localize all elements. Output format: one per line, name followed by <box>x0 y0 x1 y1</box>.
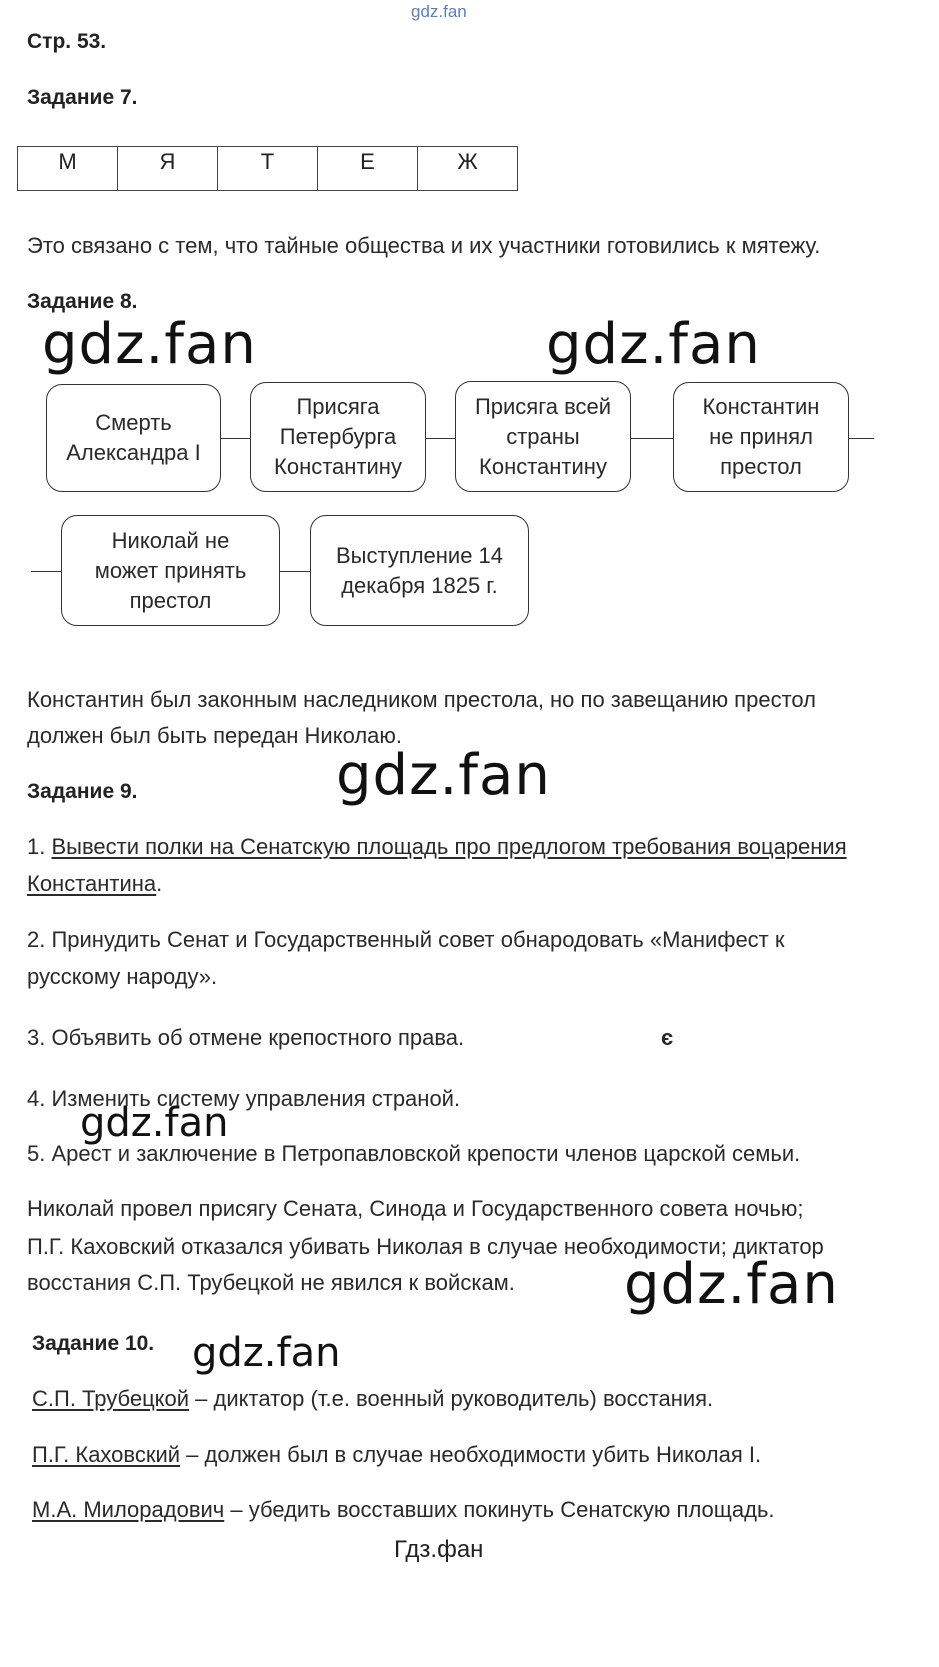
task8-heading: Задание 8. <box>27 290 138 313</box>
task9-item2-line2: русскому народу». <box>27 964 218 989</box>
task8-text-line2: должен был быть передан Николаю. <box>27 723 403 748</box>
stray-mark: є <box>661 1025 674 1050</box>
flow-connector <box>220 438 252 439</box>
task9-item1-line2 <box>27 871 162 897</box>
person-name: М.А. Милорадович <box>32 1497 225 1522</box>
task10-row <box>32 1386 713 1412</box>
flow-box: Николай не может принять престол <box>61 515 280 626</box>
flow-box: Выступление 14 декабря 1825 г. <box>310 515 529 626</box>
task9-item1-line1 <box>27 834 847 860</box>
letter-cell: Ж <box>418 147 518 191</box>
watermark-top: gdz.fan <box>411 2 467 21</box>
letter-cell: Т <box>218 147 318 191</box>
person-role: – должен был в случае необходимости убить Николая I. <box>180 1442 762 1467</box>
watermark: gdz.fan <box>336 743 551 808</box>
task8-text-line1: Константин был законным наследником престола, но по завещанию престол <box>27 687 816 712</box>
task9-item5: 5. Арест и заключение в Петропавловской крепости членов царской семьи. <box>27 1141 801 1166</box>
task10-row <box>32 1442 761 1468</box>
flow-box: Смерть Александра I <box>46 384 221 492</box>
item-underlined-text: Вывести полки на Сенатскую площадь про предлогом требования воцарения <box>51 834 847 859</box>
letter-cell: М <box>18 147 118 191</box>
item-end: . <box>156 871 163 896</box>
watermark: gdz.fan <box>192 1330 341 1376</box>
flow-connector <box>31 571 62 572</box>
flow-connector <box>848 438 874 439</box>
task10-row <box>32 1497 775 1523</box>
letter-cell: Я <box>118 147 218 191</box>
task9-item3: 3. Объявить об отмене крепостного права. <box>27 1025 465 1050</box>
footer-watermark: Гдз.фан <box>394 1536 484 1563</box>
task9-text-line3: восстания С.П. Трубецкой не явился к войскам. <box>27 1270 515 1295</box>
flow-box: Константин не принял престол <box>673 382 849 492</box>
flow-connector <box>425 438 457 439</box>
person-role: – убедить восставших покинуть Сенатскую площадь. <box>224 1497 775 1522</box>
task9-item2-line1: 2. Принудить Сенат и Государственный совет обнародовать «Манифест к <box>27 927 785 952</box>
page-label: Стр. 53. <box>27 30 107 53</box>
flow-box: Присяга Петербурга Константину <box>250 382 426 492</box>
flow-box: Присяга всей страны Константину <box>455 381 631 492</box>
watermark: gdz.fan <box>42 312 257 377</box>
task9-text-line1: Николай провел присягу Сената, Синода и Государственного совета ночью; <box>27 1196 804 1221</box>
item-number: 1. <box>27 834 52 859</box>
task9-heading: Задание 9. <box>27 780 138 803</box>
flow-connector <box>279 571 311 572</box>
task10-heading: Задание 10. <box>32 1332 155 1355</box>
person-name: П.Г. Каховский <box>32 1442 181 1467</box>
person-name: С.П. Трубецкой <box>32 1386 190 1411</box>
letters-table <box>17 146 518 191</box>
task7-text: Это связано с тем, что тайные общества и их участники готовились к мятежу. <box>27 233 821 258</box>
person-role: – диктатор (т.е. военный руководитель) восстания. <box>189 1386 714 1411</box>
item-underlined-text: Константина <box>27 871 157 896</box>
watermark: gdz.fan <box>624 1252 839 1317</box>
task7-heading: Задание 7. <box>27 86 138 109</box>
watermark: gdz.fan <box>546 312 761 377</box>
task9-text-line2: П.Г. Каховский отказался убивать Николая в случае необходимости; диктатор <box>27 1234 824 1259</box>
task9-item4: 4. Изменить систему управления страной. <box>27 1086 461 1111</box>
letter-cell: Е <box>318 147 418 191</box>
watermark: gdz.fan <box>80 1100 229 1146</box>
flow-connector <box>630 438 674 439</box>
